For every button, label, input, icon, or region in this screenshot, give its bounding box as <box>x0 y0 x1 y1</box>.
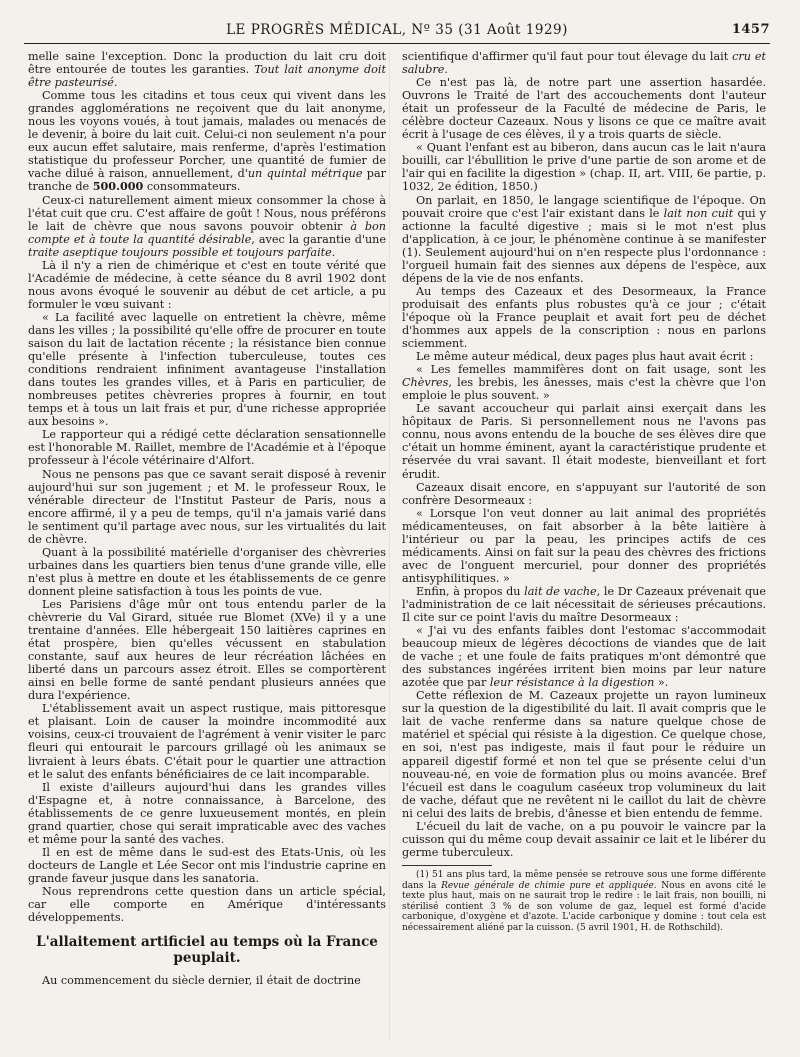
paragraph: Comme tous les citadins et tous ceux qui vivent dans les grandes agglomérations ne reçoivent que du lait anonyme, nous les voyons voués, à tout jamais, malades ou menacés de le devenir, à boire du lait cuit. Celui-ci non seulement n'a pour eux aucun effet salutaire, mais renferme, d'après l'estimation statistique du professeur Porcher, une quantité de fumier de vache dilué à raison, annuellement, d'un quintal métrique par tranche de 500.000 consommateurs. <box>28 89 386 194</box>
paragraph: Nous ne pensons pas que ce savant serait disposé à revenir aujourd'hui sur son jugement ; et M. le professeur Roux, le vénérable directeur de l'Institut Pasteur de Paris, nous a encore affirmé, il y a peu de temps, qu'il n'a jamais varié dans le sentiment qu'il partage avec nous, sur les virtualités du lait de chèvre. <box>28 467 386 546</box>
left-column <box>28 50 386 987</box>
running-title: LE PROGRÈS MÉDICAL, Nº 35 (31 Août 1929) <box>226 22 568 38</box>
running-header <box>24 22 770 42</box>
paragraph: Il existe d'ailleurs aujourd'hui dans les grandes villes d'Espagne et, à notre connaissance, à Barcelone, des établissements de ce genre luxueusement montés, en plein grand quartier, chose qui serait impraticable avec des vaches et même pour la santé des vaches. <box>28 780 386 846</box>
paragraph: Ceux-ci naturellement aiment mieux consommer la chose à l'état cuit que cru. C'est affaire de goût ! Nous, nous préférons le lait de chèvre que nous savons pouvoir obtenir à bon compte et à toute la quantité désirable, avec la garantie d'une traite aseptique toujours possible et toujours parfaite. <box>28 193 386 259</box>
paragraph: Là il n'y a rien de chimérique et c'est en toute vérité que l'Académie de médecine, à cette séance du 8 avril 1902 dont nous avons évoqué le souvenir au début de cet article, a pu formuler le vœu suivant : <box>28 258 386 311</box>
paragraph: Cazeaux disait encore, en s'appuyant sur l'autorité de son confrère Desormeaux : <box>402 480 766 507</box>
quotation: « La facilité avec laquelle on entretient la chèvre, même dans les villes ; la possibilité qu'elle offre de procurer en toute saison du lait de lactation récente ; la résistance bien connue qu'elle présente à l'infection tuberculeuse, toutes ces conditions rendraient infiniment avantageuse l'installation dans toutes les grandes villes, et à Paris en particulier, de nombreuses petites chèvreries propres à fournir, en tout temps et à tous un lait frais et pur, d'une richesse appropriée aux besoins ». <box>28 310 386 429</box>
footnote-rule <box>402 865 492 866</box>
paragraph: L'établissement avait un aspect rustique, mais pittoresque et plaisant. Loin de causer la moindre incommodité aux voisins, ceux-ci trouvaient de l'agrément à venir visiter le parc fleuri qui entourait le parcours grillagé où les animaux se livraient à leurs ébats. C'était pour le quartier une attraction et le salut des enfants bénéficiaires de ce lait incomparable. <box>28 702 386 781</box>
paragraph: Le savant accoucheur qui parlait ainsi exerçait dans les hôpitaux de Paris. Si personnellement nous ne l'avons pas connu, nous avons entendu de la bouche de ses élèves dire que c'était un homme éminent, ayant la caractéristique prudente et réservée du vrai savant. Il était modeste, bienveillant et fort érudit. <box>402 402 766 481</box>
paragraph: Le même auteur médical, deux pages plus haut avait écrit : <box>416 350 754 364</box>
paragraph: scientifique d'affirmer qu'il faut pour tout élevage du lait cru et salubre. <box>402 50 766 77</box>
paragraph: L'écueil du lait de vache, on a pu pouvoir le vaincre par la cuisson qui du même coup devait assainir ce lait et le libérer du germe tuberculeux. <box>402 819 766 859</box>
footnote: (1) 51 ans plus tard, la même pensée se retrouve sous une forme différente dans la Revue générale de chimie pure et appliquée. Nous en avons cité le texte plus haut, mais on ne saurait trop le redire : le lait frais, non bouilli, ni stérilisé contient 3 % de son volume de gaz, lequel est formé d'acide carbonique, d'oxygène et d'azote. L'acide carbonique y domine : tout cela est nécessairement aliéné par la cuisson. (5 avril 1901, H. de Rothschild). <box>402 869 766 933</box>
paragraph: Au commencement du siècle dernier, il était de doctrine <box>42 974 361 988</box>
page-number: 1457 <box>731 22 770 37</box>
paragraph: Ce n'est pas là, de notre part une assertion hasardée. Ouvrons le Traité de l'art des accouchements dont l'auteur était un professeur de la Faculté de médecine de Paris, le célèbre docteur Cazeaux. Nous y lisons ce que ce maître avait écrit à l'usage de ces élèves, il y a trois quarts de siècle. <box>402 76 766 142</box>
header-rule <box>24 43 770 44</box>
right-column <box>402 50 766 933</box>
column-divider <box>389 52 390 1042</box>
paragraph: Nous reprendrons cette question dans un article spécial, car elle comporte en Amérique d'intéressants développements. <box>28 885 386 925</box>
quotation: « Quant l'enfant est au biberon, dans aucun cas le lait n'aura bouilli, car l'ébullition le prive d'une partie de son arome et de l'air qui en facilite la digestion » (chap. II, art. VIII, 6e partie, p. 1032, 2e édition, 1850.) <box>402 141 766 194</box>
paragraph: Le rapporteur qui a rédigé cette déclaration sensationnelle est l'honorable M. Raillet, membre de l'Académie et à l'époque professeur à l'école vétérinaire d'Alfort. <box>28 428 386 468</box>
quotation: « Lorsque l'on veut donner au lait animal des propriétés médicamenteuses, on fait absorber à la bête laitière à l'intérieur ou par la peau, les principes actifs de ces médicaments. Ainsi on fait sur la peau des chèvres des frictions avec de l'onguent mercuriel, pour donner des propriétés antisyphilitiques. » <box>402 506 766 585</box>
quotation: « J'ai vu des enfants faibles dont l'estomac s'accommodait beaucoup mieux de légères décoctions de viandes que de lait de vache ; et une foule de faits pratiques m'ont démontré que des substances ingérées irritent bien moins par leur nature azotée que par leur résistance à la digestion ». <box>402 624 766 690</box>
paragraph: On parlait, en 1850, le langage scientifique de l'époque. On pouvait croire que c'est l'air existant dans le lait non cuit qui y actionne la faculté digestive ; mais si le mot n'est plus d'application, à ce jour, le phénomène continue à se manifester (1). Seulement aujourd'hui on n'en respecte plus l'ordonnance : l'orgueil humain fait des siennes aux dépens de l'espèce, aux dépens de la vie de nos enfants. <box>402 193 766 285</box>
paragraph: Au temps des Cazeaux et des Desormeaux, la France produisait des enfants plus robustes qu'à ce jour ; c'était l'époque où la France peuplait et avait fort peu de déchet d'hommes aux appels de la conscription : nous en parlons sciemment. <box>402 284 766 351</box>
paragraph: Les Parisiens d'âge mûr ont tous entendu parler de la chèvrerie du Val Girard, située rue Blomet (XVe) il y a une trentaine d'années. Elle hébergeait 150 laitières caprines en état prospère, bien qu'elles vécussent en stabulation constante, sauf aux heures de leur récréation lâchées en liberté dans un parcours assez étroit. Elles se comportèrent ainsi en belle forme de santé pendant plusieurs années que dura l'expérience. <box>28 597 386 703</box>
paragraph: melle saine l'exception. Donc la production du lait cru doit être entourée de toutes les garanties. Tout lait anonyme doit être pasteurisé. <box>28 50 386 90</box>
quotation: « Les femelles mammifères dont on fait usage, sont les Chèvres, les brebis, les ânesses, mais c'est la chèvre que l'on emploie le plus souvent. » <box>402 363 766 403</box>
paragraph: Cette réflexion de M. Cazeaux projette un rayon lumineux sur la question de la digestibilité du lait. Il avait compris que le lait de vache renferme dans sa nature quelque chose de matériel et spécial qui résiste à la digestion. Ce quelque chose, en soi, n'est pas indigeste, mais il faut pour le réduire un appareil digestif formé et non tel que se présente celui d'un nouveau-né, en voie de formation plus ou moins avancée. Bref l'écueil est dans le coagulum caséeux trop volumineux du lait de vache, défaut que ne revêtent ni le caillot du lait de chèvre ni celui des laits de brebis, d'ânesse et bien entendu de femme. <box>402 689 766 820</box>
paragraph: Il en est de même dans le sud-est des Etats-Unis, où les docteurs de Langle et Lée Secor ont mis l'industrie caprine en grande faveur jusque dans les sanatoria. <box>28 845 386 885</box>
paragraph: Quant à la possibilité matérielle d'organiser des chèvreries urbaines dans les quartiers bien tenus d'une grande ville, elle n'est plus à mettre en doute et les établissements de ce genre donnent pleine satisfaction à tous les points de vue. <box>28 545 386 598</box>
section-heading: L'allaitement artificiel au temps où la France peuplait. <box>36 934 378 967</box>
paragraph: Enfin, à propos du lait de vache, le Dr Cazeaux prévenait que l'administration de ce lait nécessitait de sérieuses précautions. Il cite sur ce point l'avis du maître Desormeaux : <box>402 584 766 625</box>
